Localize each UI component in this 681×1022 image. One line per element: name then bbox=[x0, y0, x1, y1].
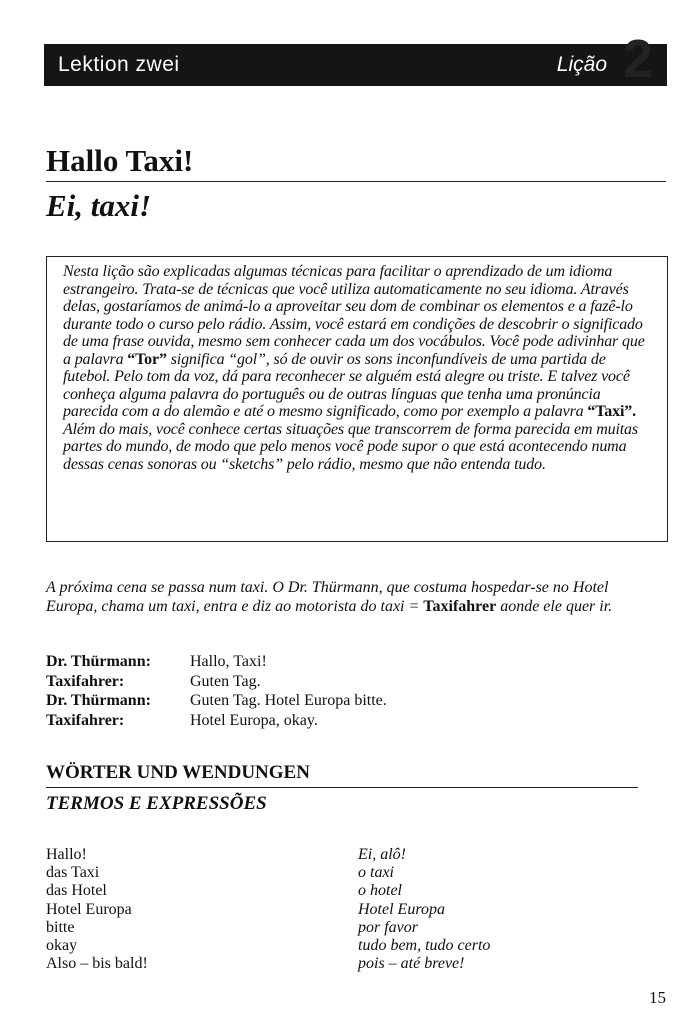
vocab-heading-german: WÖRTER UND WENDUNGEN bbox=[46, 762, 310, 783]
vocab-divider bbox=[46, 787, 638, 788]
intro-text-2: significa “gol”, só de ouvir os sons inconfundíveis de uma partida de futebol. Pelo tom da voz, dá para reconhecer se alguém está alegre ou triste. E talvez você conheça alguma palavra do português ou de outras línguas que tenha uma pronúncia parecida com a do alemão e até o mesmo significado, como por exemplo a palavra bbox=[63, 350, 630, 420]
vocab-german: Also – bis bald! bbox=[46, 955, 148, 973]
vocab-item bbox=[46, 864, 490, 882]
page-number: 15 bbox=[649, 988, 666, 1007]
vocab-german: bitte bbox=[46, 918, 75, 936]
dialog-line bbox=[46, 652, 387, 672]
lesson-banner bbox=[44, 29, 667, 89]
dialog-speaker: Dr. Thürmann: bbox=[46, 692, 151, 709]
title-german: Hallo Taxi! bbox=[46, 143, 194, 178]
banner-lesson-number: 2 bbox=[622, 29, 653, 89]
vocab-german: das Hotel bbox=[46, 882, 107, 900]
vocab-german: Hallo! bbox=[46, 846, 87, 863]
scene-text-1: A próxima cena se passa num taxi. O Dr. Thürmann, que costuma hospedar-se no Hotel Europa, chama um taxi, entra e diz ao motorista do taxi = bbox=[46, 579, 609, 615]
dialog bbox=[46, 652, 387, 730]
title-divider bbox=[46, 181, 666, 182]
vocab-portuguese: o taxi bbox=[358, 864, 394, 882]
dialog-text: Guten Tag. Hotel Europa bitte. bbox=[190, 692, 387, 709]
vocab-portuguese: por favor bbox=[358, 918, 418, 936]
dialog-speaker: Dr. Thürmann: bbox=[46, 653, 151, 670]
vocab-portuguese: o hotel bbox=[358, 882, 402, 900]
scene-text-2: aonde ele quer ir. bbox=[496, 598, 613, 615]
vocab-portuguese: tudo bem, tudo certo bbox=[358, 937, 491, 955]
vocab-portuguese: Hotel Europa bbox=[358, 900, 445, 918]
dialog-text: Guten Tag. bbox=[190, 672, 261, 690]
vocab-item bbox=[46, 937, 490, 955]
title-portuguese: Ei, taxi! bbox=[46, 188, 152, 223]
scene-keyword: Taxifahrer bbox=[423, 598, 497, 615]
vocab-heading-portuguese: TERMOS E EXPRESSÕES bbox=[46, 793, 267, 814]
intro-keyword-tor: “Tor” bbox=[127, 350, 167, 368]
intro-text-3: Além do mais, você conhece certas situações que transcorrem de forma parecida em muitas partes do mundo, de modo que pelo menos você pode supor o que está acontecendo numa dessas cenas sonoras ou “sketchs” pelo rádio, mesmo que não entenda tudo. bbox=[63, 420, 638, 473]
banner-lesson-de: Lektion zwei bbox=[58, 53, 180, 76]
vocab-portuguese: pois – até breve! bbox=[358, 955, 465, 973]
dialog-line bbox=[46, 711, 387, 731]
dialog-speaker: Taxifahrer: bbox=[46, 711, 125, 729]
scene-paragraph bbox=[46, 578, 636, 616]
vocab-german: okay bbox=[46, 937, 78, 955]
dialog-line bbox=[46, 672, 387, 692]
vocab-list bbox=[46, 846, 490, 973]
intro-box bbox=[46, 256, 668, 542]
vocab-item bbox=[46, 846, 490, 864]
dialog-text: Hallo, Taxi! bbox=[190, 653, 267, 670]
vocab-portuguese: Ei, alô! bbox=[358, 846, 406, 863]
vocab-german: Hotel Europa bbox=[46, 900, 132, 918]
vocab-item bbox=[46, 901, 490, 919]
vocab-item bbox=[46, 919, 490, 937]
vocab-item bbox=[46, 955, 490, 973]
dialog-text: Hotel Europa, okay. bbox=[190, 711, 318, 729]
banner-lesson-pt: Lição bbox=[556, 53, 607, 76]
dialog-line bbox=[46, 691, 387, 711]
dialog-speaker: Taxifahrer: bbox=[46, 672, 125, 690]
intro-keyword-taxi: “Taxi”. bbox=[587, 403, 636, 420]
vocab-german: das Taxi bbox=[46, 864, 100, 882]
intro-text-1: Nesta lição são explicadas algumas técnicas para facilitar o aprendizado de um idioma estrangeiro. Trata-se de técnicas que você utiliza automaticamente no seu idioma. Através delas, gostaríamos de animá-lo a aproveitar seu dom de combinar os elementos e a fazê-lo durante todo o curso pelo rádio. Assim, você estará em condições de descobrir o significado de uma frase ouvida, mesmo sem conhecer cada um dos vocábulos. Você pode adivinhar que a palavra bbox=[63, 263, 645, 368]
vocab-item bbox=[46, 882, 490, 900]
